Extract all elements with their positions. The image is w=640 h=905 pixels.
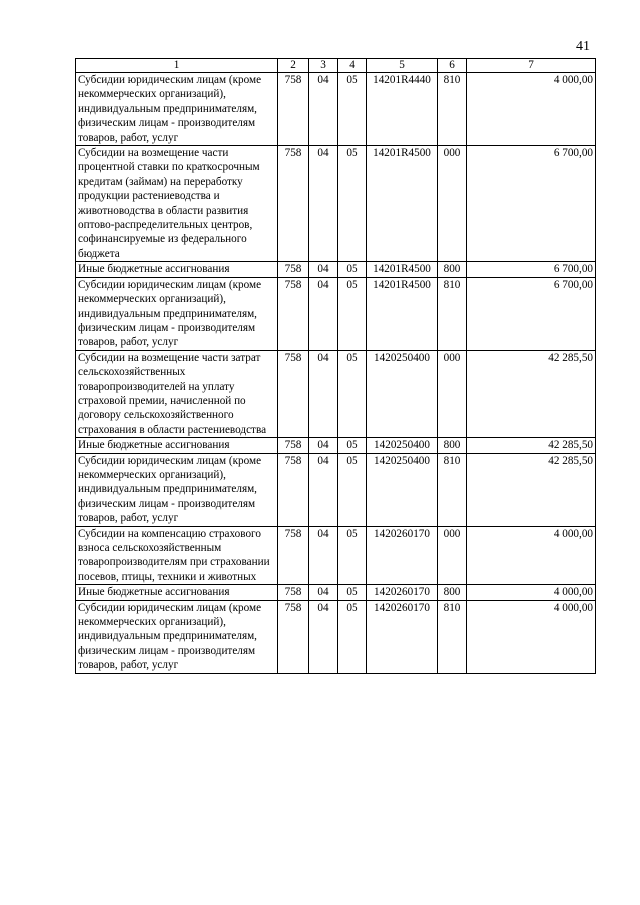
row-code-4: 05	[338, 526, 367, 585]
row-code-3: 04	[309, 453, 338, 526]
row-code-6: 000	[438, 146, 467, 262]
row-code-5: 1420260170	[367, 585, 438, 600]
table-row	[76, 453, 596, 526]
row-code-2: 758	[278, 453, 309, 526]
row-code-4: 05	[338, 585, 367, 600]
table-row	[76, 600, 596, 673]
row-code-2: 758	[278, 600, 309, 673]
row-code-3: 04	[309, 262, 338, 277]
row-amount: 4 000,00	[467, 600, 596, 673]
row-amount: 42 285,50	[467, 438, 596, 453]
row-amount: 42 285,50	[467, 350, 596, 437]
col-header-7: 7	[467, 59, 596, 73]
row-code-5: 1420260170	[367, 600, 438, 673]
row-amount: 6 700,00	[467, 146, 596, 262]
row-name: Иные бюджетные ассигнования	[76, 585, 278, 600]
table-row	[76, 73, 596, 146]
row-name: Субсидии на возмещение части процентной ставки по краткосрочным кредитам (займам) на переработку продукции растениеводства и животноводства в области развития оптово-распределительных центров, софинансируемые из федерального бюджета	[76, 146, 278, 262]
row-code-4: 05	[338, 438, 367, 453]
row-code-3: 04	[309, 585, 338, 600]
row-code-4: 05	[338, 600, 367, 673]
row-code-4: 05	[338, 73, 367, 146]
row-amount: 4 000,00	[467, 585, 596, 600]
row-code-3: 04	[309, 146, 338, 262]
row-name: Субсидии на компенсацию страхового взноса сельскохозяйственным товаропроизводителям при страховании посевов, птицы, техники и животных	[76, 526, 278, 585]
row-code-6: 800	[438, 262, 467, 277]
header-row	[76, 59, 596, 73]
row-code-2: 758	[278, 350, 309, 437]
row-code-5: 14201R4440	[367, 73, 438, 146]
row-name: Субсидии юридическим лицам (кроме некоммерческих организаций), индивидуальным предпринимателям, физическим лицам - производителям товаров, работ, услуг	[76, 453, 278, 526]
row-amount: 6 700,00	[467, 262, 596, 277]
row-code-4: 05	[338, 277, 367, 350]
budget-table	[75, 58, 596, 674]
row-amount: 6 700,00	[467, 277, 596, 350]
col-header-2: 2	[278, 59, 309, 73]
table-row	[76, 585, 596, 600]
row-code-6: 810	[438, 600, 467, 673]
row-code-3: 04	[309, 277, 338, 350]
row-code-3: 04	[309, 350, 338, 437]
row-code-2: 758	[278, 262, 309, 277]
row-code-2: 758	[278, 585, 309, 600]
table-row	[76, 350, 596, 437]
row-code-2: 758	[278, 438, 309, 453]
row-code-3: 04	[309, 73, 338, 146]
row-name: Субсидии на возмещение части затрат сельскохозяйственных товаропроизводителей на уплату страховой премии, начисленной по договору сельскохозяйственного страхования в области растениеводства	[76, 350, 278, 437]
row-code-6: 000	[438, 350, 467, 437]
row-code-4: 05	[338, 453, 367, 526]
table-row	[76, 146, 596, 262]
row-code-3: 04	[309, 526, 338, 585]
row-code-5: 1420260170	[367, 526, 438, 585]
row-name: Иные бюджетные ассигнования	[76, 438, 278, 453]
row-name: Иные бюджетные ассигнования	[76, 262, 278, 277]
row-code-6: 800	[438, 585, 467, 600]
col-header-5: 5	[367, 59, 438, 73]
col-header-1: 1	[76, 59, 278, 73]
col-header-3: 3	[309, 59, 338, 73]
row-amount: 42 285,50	[467, 453, 596, 526]
row-code-5: 1420250400	[367, 453, 438, 526]
row-code-2: 758	[278, 73, 309, 146]
row-code-6: 000	[438, 526, 467, 585]
row-code-6: 810	[438, 277, 467, 350]
row-name: Субсидии юридическим лицам (кроме некоммерческих организаций), индивидуальным предпринимателям, физическим лицам - производителям товаров, работ, услуг	[76, 73, 278, 146]
row-amount: 4 000,00	[467, 73, 596, 146]
row-code-5: 14201R4500	[367, 277, 438, 350]
row-code-6: 810	[438, 453, 467, 526]
row-name: Субсидии юридическим лицам (кроме некоммерческих организаций), индивидуальным предпринимателям, физическим лицам - производителям товаров, работ, услуг	[76, 600, 278, 673]
row-code-2: 758	[278, 277, 309, 350]
table-row	[76, 277, 596, 350]
row-code-5: 14201R4500	[367, 262, 438, 277]
row-code-2: 758	[278, 146, 309, 262]
row-code-3: 04	[309, 438, 338, 453]
row-amount: 4 000,00	[467, 526, 596, 585]
row-code-6: 810	[438, 73, 467, 146]
table-row	[76, 262, 596, 277]
row-code-3: 04	[309, 600, 338, 673]
row-code-5: 1420250400	[367, 350, 438, 437]
row-code-4: 05	[338, 262, 367, 277]
row-code-6: 800	[438, 438, 467, 453]
row-code-4: 05	[338, 146, 367, 262]
col-header-4: 4	[338, 59, 367, 73]
table-row	[76, 438, 596, 453]
table-row	[76, 526, 596, 585]
row-code-2: 758	[278, 526, 309, 585]
row-code-5: 14201R4500	[367, 146, 438, 262]
row-code-5: 1420250400	[367, 438, 438, 453]
page-number: 41	[576, 39, 590, 54]
col-header-6: 6	[438, 59, 467, 73]
row-name: Субсидии юридическим лицам (кроме некоммерческих организаций), индивидуальным предпринимателям, физическим лицам - производителям товаров, работ, услуг	[76, 277, 278, 350]
row-code-4: 05	[338, 350, 367, 437]
